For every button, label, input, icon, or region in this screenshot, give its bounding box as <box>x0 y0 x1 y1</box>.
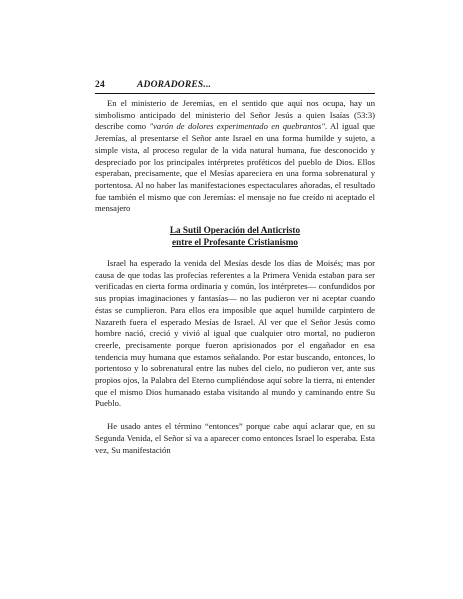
page-number: 24 <box>95 80 105 90</box>
section-heading-line-2: entre el Profesante Cristianismo <box>172 236 298 247</box>
paragraph-2: Israel ha esperado la venida del Mesías desde los días de Moisés; mas por causa de que todas las profecías referentes a la Primera Venida estaban para ser verificadas en cierta forma ordinaria y común, los intérpretes— confundidos por sus propias imaginaciones y fantasías— no las pudieron ver ni aceptar cuando éstas se cumplieron. Para ellos era imposible que aquel humilde carpintero de Nazareth fuera el esperado Mesías de Israel. Al ver que el Señor Jesús como hombre nació, creció y vivió al igual que cualquier otro mortal, no pudieron creerle, precisamente porque fueron aprisionados por el engañador en esa tendencia muy humana que estamos señalando. Por estar buscando, entonces, lo portentoso y lo sobrenatural entre las nubes del cielo, no pudieron ver, ante sus propios ojos, la Palabra del Eterno cumpliéndose aquí sobre la tierra, ni entender que el mismo Dios humanado estaba visitando al mundo y caminando entre Su Pueblo. <box>95 258 375 409</box>
section-heading <box>95 225 375 248</box>
paragraph-3: He usado antes el término “entonces” porque cabe aquí aclarar que, en su Segunda Venida, el Señor sí va a aparecer como entonces Israel lo esperaba. Esta vez, Su manifestación <box>95 421 375 455</box>
page-body <box>95 98 375 456</box>
paragraph-1 <box>95 98 375 215</box>
paragraph-1-part-b: . Al igual que Jeremías, al presentarse el Señor ante Israel en una forma humilde y sujeto, a simple vista, al proceso regular de la vida natural humana, fue desconocido y despreciado por los principales intérpretes proféticos del pueblo de Dios. Ellos esperaban, precisamente, que el Mesías apareciera en una forma sobrenatural y portentosa. Al no haber las manifestaciones espectaculares añoradas, el resultado fue también el mismo que con Jeremías: el mensaje no fue creído ni aceptado el mensajero <box>95 121 375 214</box>
running-head: ADORADORES... <box>137 80 212 90</box>
section-heading-line-1: La Sutil Operación del Anticristo <box>169 225 301 236</box>
paragraph-1-part-a: En el ministerio de Jeremías, en el sentido que aquí nos ocupa, hay un simbolismo anticipado del ministerio del Señor Jesús a quien Isaías (53:3) describe como <box>95 98 375 132</box>
header-rule <box>95 93 375 94</box>
page-header <box>95 80 376 93</box>
isaiah-quote: "varón de dolores experimentado en quebrantos" <box>149 121 326 132</box>
